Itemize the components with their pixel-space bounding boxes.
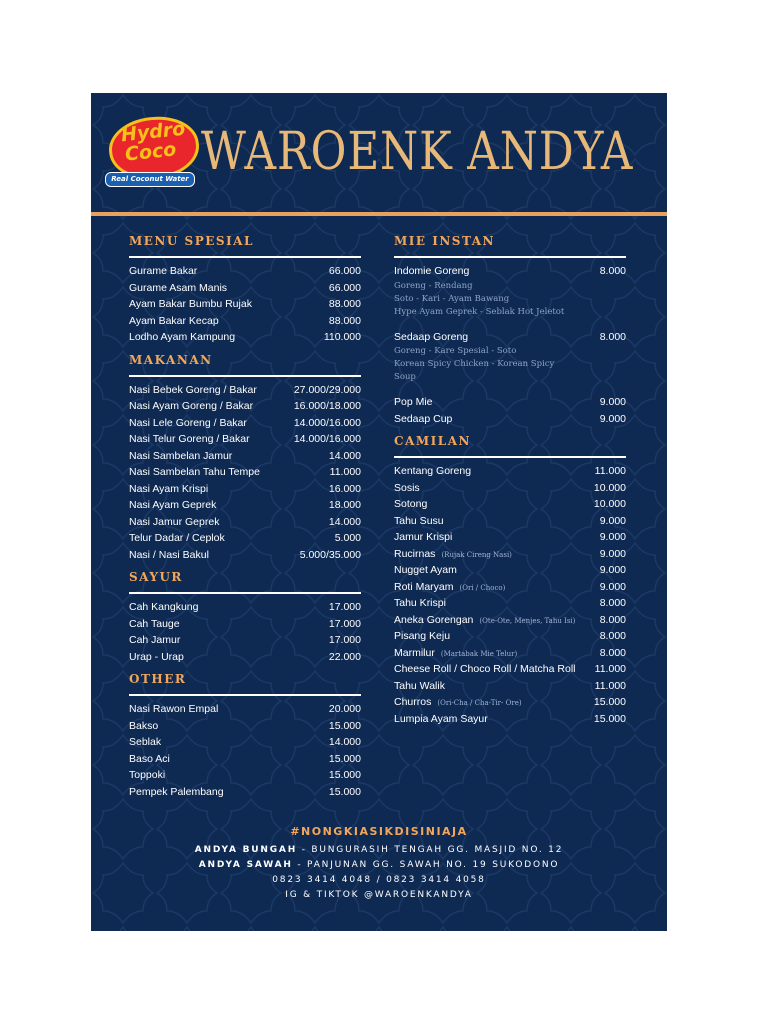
footer — [91, 821, 667, 903]
menu-item: Seblak 14.000 — [129, 736, 361, 748]
menu-item: Sedaap Cup 9.000 — [394, 412, 626, 425]
menu-item: Roti Maryam (Ori / Choco) 9.000 — [394, 580, 626, 593]
branch-address-2: ANDYA SAWAH - PANJUNAN GG. SAWAH NO. 19 SUKODONO — [198, 860, 560, 870]
menu-item: Nasi Bebek Goreng / Bakar 27.000/29.000 — [129, 383, 361, 396]
menu-item: Nasi Rawon Empal 20.000 — [129, 703, 361, 715]
menu-item: Sosis 10.000 — [394, 481, 626, 494]
menu-item: Nasi Ayam Goreng / Bakar 16.000/18.000 — [129, 400, 361, 412]
menu-item: Ayam Bakar Kecap 88.000 — [129, 314, 361, 327]
menu-item: Toppoki 15.000 — [129, 769, 361, 781]
menu-item: Pop Mie 9.000 — [394, 396, 626, 408]
menu-item: Rucirnas (Rujak Cireng Nasi) 9.000 — [394, 547, 626, 560]
section-title-mie-instan: MIE INSTAN — [394, 234, 496, 248]
menu-item: Gurame Bakar 66.000 — [129, 265, 361, 277]
menu-item: Lumpia Ayam Sayur 15.000 — [394, 712, 626, 725]
menu-item: Ayam Bakar Bumbu Rujak 88.000 — [129, 298, 361, 310]
branch-address-1: ANDYA BUNGAH - BUNGURASIH TENGAH GG. MASJID NO. 12 — [194, 845, 564, 855]
menu-item: Bakso 15.000 — [129, 719, 361, 732]
menu-item: Nasi Sambelan Tahu Tempe 11.000 — [129, 466, 361, 478]
logo-tagline: Real Coconut Water — [105, 172, 195, 187]
menu-spesial-list — [129, 263, 361, 346]
variant-line: Goreng - Kare Spesial - Soto — [394, 346, 517, 356]
section-divider — [129, 375, 361, 377]
sayur-list — [129, 599, 361, 665]
camilan-list — [394, 463, 626, 727]
menu-item: Aneka Gorengan (Ote-Ote, Menjes, Tahu Isi) 8.000 — [394, 613, 626, 626]
menu-item: Nasi Jamur Geprek 14.000 — [129, 515, 361, 528]
other-list — [129, 701, 361, 800]
variant-line: Korean Spicy Chicken - Korean Spicy — [394, 359, 555, 369]
menu-item: Lodho Ayam Kampung 110.000 — [129, 331, 361, 343]
section-divider — [129, 256, 361, 258]
menu-item: Telur Dadar / Ceplok 5.000 — [129, 532, 361, 544]
menu-item: Nasi Telur Goreng / Bakar 14.000/16.000 — [129, 433, 361, 445]
variant-line: Goreng - Rendang — [394, 280, 473, 291]
section-divider — [129, 592, 361, 594]
menu-item: Nasi Ayam Krispi 16.000 — [129, 482, 361, 495]
menu-item: Cah Jamur 17.000 — [129, 634, 361, 646]
menu-card — [91, 93, 667, 931]
menu-item: Churros (Ori-Cha / Cha-Tir- Ore) 15.000 — [394, 696, 626, 708]
menu-item: Nasi Lele Goreng / Bakar 14.000/16.000 — [129, 416, 361, 429]
restaurant-title: WAROENK ANDYA — [201, 122, 634, 182]
section-title-makanan: MAKANAN — [129, 352, 213, 367]
header-divider — [91, 212, 667, 216]
menu-item: Marmilur (Martabak Mie Telur) 8.000 — [394, 646, 626, 659]
menu-item: Cah Tauge 17.000 — [129, 617, 361, 630]
menu-item: Sotong 10.000 — [394, 498, 626, 510]
makanan-list — [129, 382, 361, 564]
logo-word-2: Coco — [123, 138, 178, 166]
section-divider — [394, 456, 626, 458]
hydro-coco-logo — [105, 117, 197, 187]
menu-item: Tahu Susu 9.000 — [394, 514, 626, 527]
menu-item: Sedaap Goreng 8.000 — [394, 330, 626, 343]
menu-item: Gurame Asam Manis 66.000 — [129, 281, 361, 294]
menu-item: Cah Kangkung 17.000 — [129, 601, 361, 613]
menu-item: Indomie Goreng 8.000 — [394, 265, 626, 277]
logo-word-1: Hydro — [119, 117, 187, 147]
menu-item: Tahu Krispi 8.000 — [394, 597, 626, 609]
menu-item: Kentang Goreng 11.000 — [394, 465, 626, 477]
menu-item: Urap - Urap 22.000 — [129, 650, 361, 663]
menu-item: Nasi / Nasi Bakul 5.000/35.000 — [129, 548, 361, 561]
variant-line: Soto - Kari - Ayam Bawang — [394, 293, 510, 304]
menu-item: Pempek Palembang 15.000 — [129, 785, 361, 798]
section-divider — [394, 256, 626, 258]
menu-item: Cheese Roll / Choco Roll / Matcha Roll 11.000 — [394, 663, 626, 675]
right-column — [394, 233, 626, 727]
menu-item: Nasi Sambelan Jamur 14.000 — [129, 449, 361, 462]
section-title-camilan: CAMILAN — [394, 434, 471, 448]
section-title-sayur: SAYUR — [129, 570, 183, 584]
phone-numbers: 0823 3414 4048 / 0823 3414 4058 — [272, 875, 486, 885]
section-title-other: OTHER — [129, 672, 187, 686]
menu-item: Jamur Krispi 9.000 — [394, 531, 626, 543]
social-handle: IG & TIKTOK @WAROENKANDYA — [285, 890, 473, 900]
hashtag: #NONGKIASIKDISINIAJA — [290, 825, 468, 838]
menu-item: Tahu Walik 11.000 — [394, 679, 626, 692]
menu-item: Baso Aci 15.000 — [129, 752, 361, 765]
variant-line: Hype Ayam Geprek - Seblak Hot Jeletot — [394, 306, 565, 317]
variant-line: Soup — [394, 372, 416, 382]
menu-item: Nugget Ayam 9.000 — [394, 564, 626, 576]
section-divider — [129, 694, 361, 696]
left-column — [129, 233, 361, 800]
section-title-menu-spesial: MENU SPESIAL — [129, 234, 254, 248]
menu-item: Pisang Keju 8.000 — [394, 630, 626, 642]
menu-item: Nasi Ayam Geprek 18.000 — [129, 499, 361, 511]
